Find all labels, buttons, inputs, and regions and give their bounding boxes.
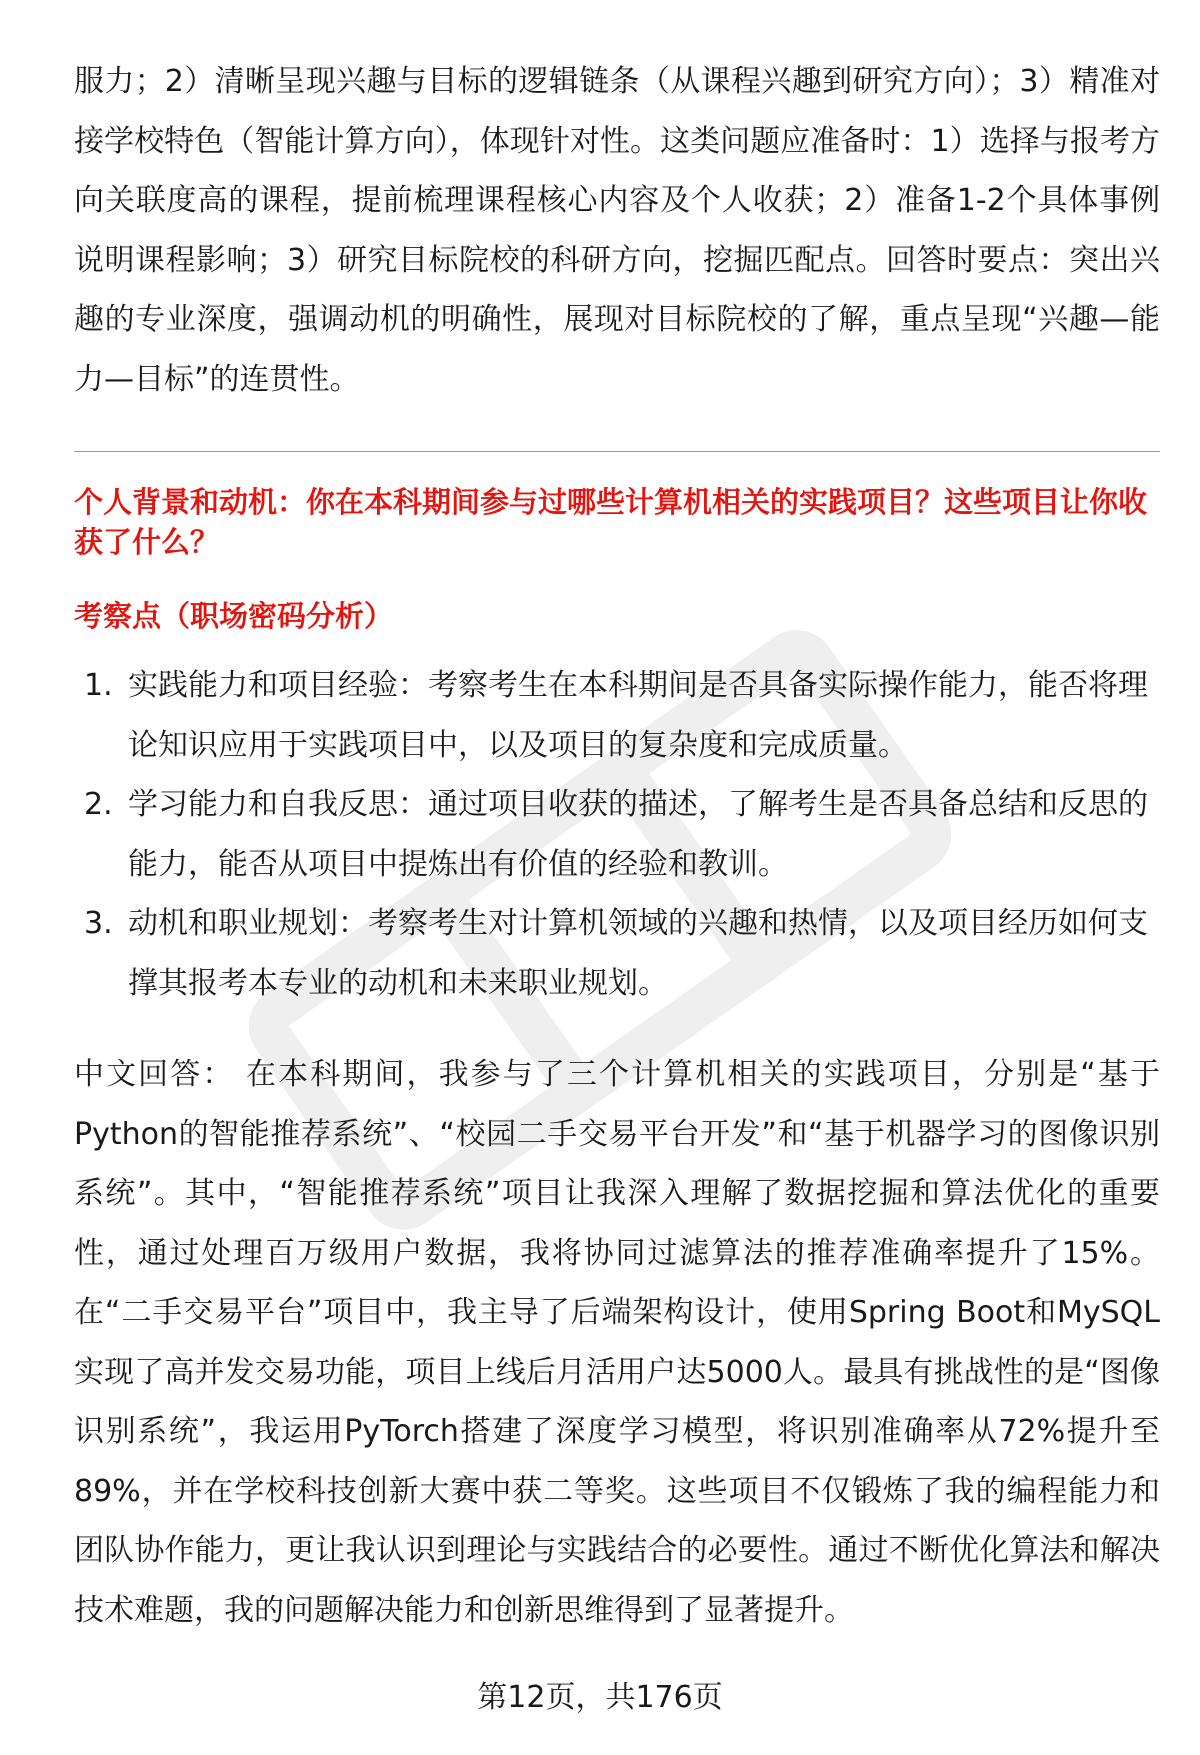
list-item-number: 2. [84, 787, 113, 822]
answer-paragraph: 中文回答： 在本科期间，我参与了三个计算机相关的实践项目，分别是“基于Python的智能推荐系统”、“校园二手交易平台开发”和“基于机器学习的图像识别系统”。其中，“智能推荐系统”项目让我深入理解了数据挖掘和算法优化的重要性，通过处理百万级用户数据，我将协同过滤算法的推荐准确率提升了15%。在“二手交易平台”项目中，我主导了后端架构设计，使用Spring Boot和MySQL实现了高并发交易功能，项目上线后月活用户达5000人。最具有挑战性的是“图像识别系统”，我运用PyTorch搭建了深度学习模型，将识别准确率从72%提升至89%，并在学校科技创新大赛中获二等奖。这些项目不仅锻炼了我的编程能力和团队协作能力，更让我认识到理论与实践结合的必要性。通过不断优化算法和解决技术难题，我的问题解决能力和创新思维得到了显著提升。 [74, 1057, 1160, 1628]
list-item-text: 实践能力和项目经验：考察考生在本科期间是否具备实际操作能力，能否将理论知识应用于实践项目中，以及项目的复杂度和完成质量。 [128, 668, 1148, 763]
question-heading: 个人背景和动机：你在本科期间参与过哪些计算机相关的实践项目？这些项目让你收获了什么？ [74, 485, 1148, 559]
list-item [74, 775, 1160, 894]
focus-points-list [74, 656, 1160, 1013]
list-item [74, 656, 1160, 775]
section-divider [74, 451, 1160, 452]
list-item [74, 894, 1160, 1013]
list-item-number: 1. [84, 668, 113, 703]
intro-paragraph: 服力；2）清晰呈现兴趣与目标的逻辑链条（从课程兴趣到研究方向）；3）精准对接学校特色（智能计算方向），体现针对性。这类问题应准备时：1）选择与报考方向关联度高的课程，提前梳理课程核心内容及个人收获；2）准备1-2个具体事例说明课程影响；3）研究目标院校的科研方向，挖掘匹配点。回答时要点：突出兴趣的专业深度，强调动机的明确性，展现对目标院校的了解，重点呈现“兴趣—能力—目标”的连贯性。 [74, 64, 1160, 397]
list-item-text: 动机和职业规划：考察考生对计算机领域的兴趣和热情，以及项目经历如何支撑其报考本专业的动机和未来职业规划。 [128, 906, 1148, 1001]
list-item-text: 学习能力和自我反思：通过项目收获的描述，了解考生是否具备总结和反思的能力，能否从项目中提炼出有价值的经验和教训。 [128, 787, 1148, 882]
list-item-number: 3. [84, 906, 113, 941]
page-number: 第12页，共176页 [477, 1680, 723, 1715]
document-page [74, 52, 1160, 1640]
focus-heading: 考察点（职场密码分析） [74, 599, 394, 633]
